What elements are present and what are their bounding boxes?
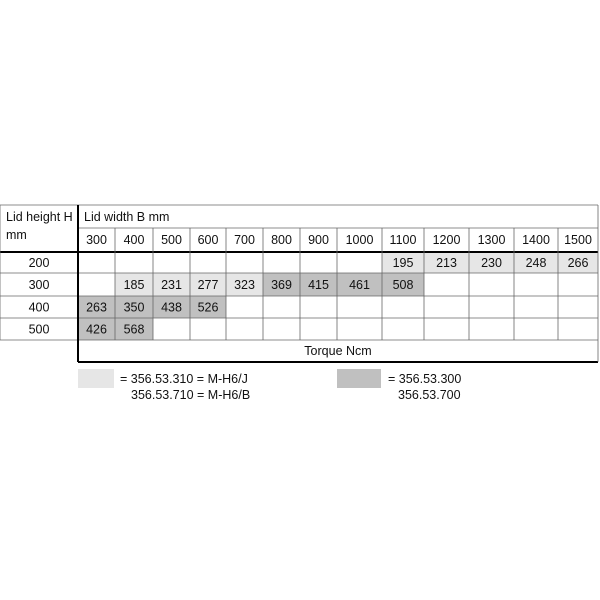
col-header-900: 900: [308, 233, 329, 247]
torque-value: 185: [123, 278, 145, 292]
torque-footer-label: Torque Ncm: [304, 344, 372, 358]
col-header-300: 300: [86, 233, 107, 247]
legend-dark-line1: = 356.53.300: [388, 372, 462, 386]
torque-value: 369: [271, 278, 292, 292]
torque-value: 248: [525, 256, 547, 270]
torque-value: 277: [197, 278, 219, 292]
torque-value: 323: [234, 278, 255, 292]
col-header-700: 700: [234, 233, 255, 247]
torque-value: 438: [161, 300, 182, 315]
torque-value: 230: [481, 256, 502, 270]
torque-value: 461: [349, 278, 370, 292]
row-header-label-line1: Lid height H: [6, 210, 73, 224]
col-header-1300: 1300: [477, 233, 506, 247]
row-header-label-line2: mm: [6, 228, 27, 242]
row-header-200: 200: [28, 256, 50, 270]
torque-value: 508: [392, 278, 414, 292]
col-header-1500: 1500: [564, 233, 592, 247]
col-header-1000: 1000: [345, 233, 374, 247]
torque-value: 231: [161, 278, 182, 292]
torque-value: 213: [436, 256, 457, 270]
col-header-1200: 1200: [432, 233, 461, 247]
row-header-300: 300: [28, 278, 50, 292]
torque-value: 426: [86, 322, 107, 337]
col-header-label: Lid width B mm: [84, 210, 170, 224]
legend-light-line2: 356.53.710 = M-H6/B: [131, 388, 251, 402]
torque-value: 266: [567, 256, 589, 270]
torque-value: 350: [123, 300, 145, 315]
torque-value: 263: [86, 300, 107, 315]
col-header-400: 400: [123, 233, 145, 247]
col-header-500: 500: [161, 233, 182, 247]
row-header-400: 400: [28, 300, 50, 315]
col-header-800: 800: [271, 233, 292, 247]
legend-light-line1: = 356.53.310 = M-H6/J: [120, 372, 248, 386]
torque-value: 526: [197, 300, 219, 315]
legend-light-swatch: [78, 369, 114, 388]
torque-value: 195: [392, 256, 414, 270]
torque-value: 568: [123, 322, 145, 337]
legend-dark-line2: 356.53.700: [398, 388, 461, 402]
row-header-500: 500: [28, 322, 50, 337]
col-header-1100: 1100: [389, 233, 417, 247]
torque-value: 415: [308, 278, 329, 292]
col-header-1400: 1400: [522, 233, 550, 247]
col-header-600: 600: [197, 233, 219, 247]
legend-dark-swatch: [337, 369, 381, 388]
